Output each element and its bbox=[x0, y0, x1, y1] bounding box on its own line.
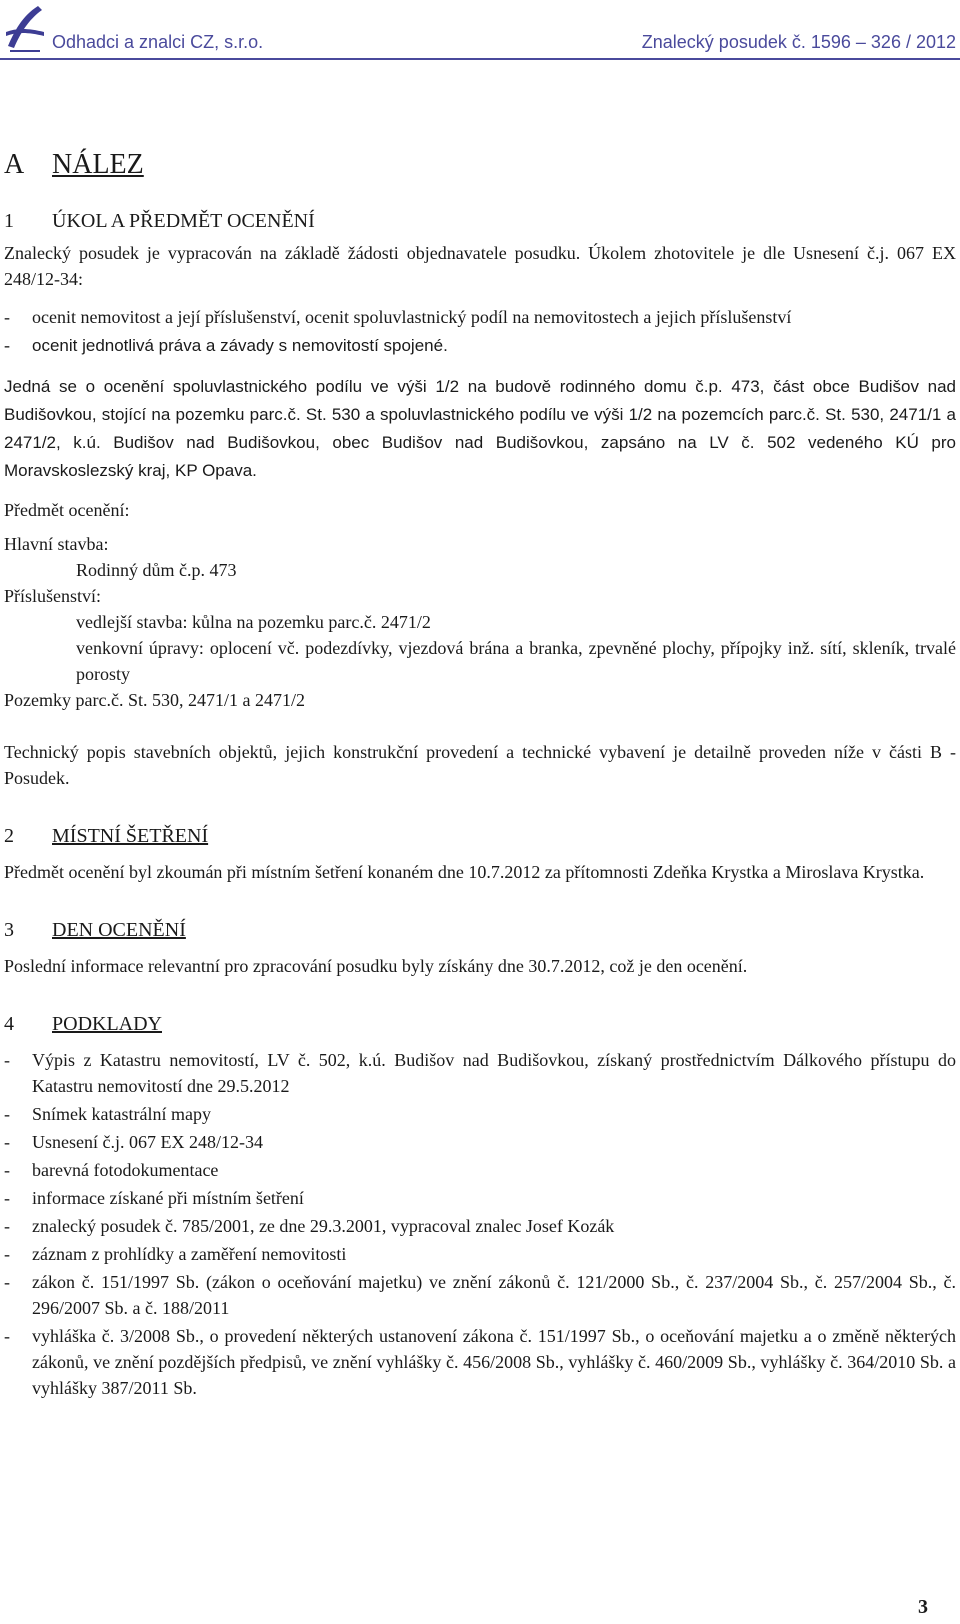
list-item: - informace získané při místním šetření bbox=[4, 1185, 956, 1211]
section-3-text: Poslední informace relevantní pro zpracování posudku byly získány dne 30.7.2012, což je den ocenění. bbox=[4, 956, 748, 976]
section-1-intro: Znalecký posudek je vypracován na základě žádosti objednavatele posudku. Úkolem zhotovitele je dle Usnesení č.j. 067 EX 248/12-34: bbox=[4, 243, 956, 289]
page-number: 3 bbox=[918, 1596, 928, 1618]
section-number: 4 bbox=[4, 1013, 14, 1035]
list-dash: - bbox=[4, 1272, 10, 1292]
accessory-item: vedlejší stavba: kůlna na pozemku parc.č. 2471/2 bbox=[76, 612, 431, 632]
list-item: - barevná fotodokumentace bbox=[4, 1157, 956, 1183]
main-building: Rodinný dům č.p. 473 bbox=[76, 560, 237, 580]
section-2-text: Předmět ocenění byl zkoumán při místním šetření konaném dne 10.7.2012 za přítomnosti Zdeňka Krystka a Miroslava Krystka. bbox=[4, 862, 925, 882]
task-list bbox=[4, 304, 956, 359]
list-dash: - bbox=[4, 1132, 10, 1152]
technical-note: Technický popis stavebních objektů, jejich konstrukční provedení a technické vybavení je detailně proveden níže v části B - Posudek. bbox=[4, 742, 956, 788]
list-item: - Usnesení č.j. 067 EX 248/12-34 bbox=[4, 1129, 956, 1155]
company-name: Odhadci a znalci CZ, s.r.o. bbox=[52, 32, 264, 52]
list-item: - Výpis z Katastru nemovitostí, LV č. 502, k.ú. Budišov nad Budišovkou, získaný prostřednictvím Dálkového přístupu do Katastru nemovitostí dne 29.5.2012 bbox=[4, 1047, 956, 1099]
list-dash: - bbox=[4, 1326, 10, 1346]
accessory-item: venkovní úpravy: oplocení vč. podezdívky, vjezdová brána a branka, zpevněné plochy, přípojky inž. sítí, skleník, trvalé porosty bbox=[76, 638, 956, 684]
header-divider bbox=[0, 58, 960, 60]
list-item: - znalecký posudek č. 785/2001, ze dne 29.3.2001, vypracoval znalec Josef Kozák bbox=[4, 1213, 956, 1239]
list-item: - záznam z prohlídky a zaměření nemovitosti bbox=[4, 1241, 956, 1267]
page-header bbox=[0, 0, 960, 60]
part-letter: A bbox=[4, 149, 25, 180]
section-title: DEN OCENĚNÍ bbox=[52, 919, 186, 941]
document-content bbox=[4, 140, 956, 1403]
list-dash: - bbox=[4, 307, 10, 327]
list-dash: - bbox=[4, 1160, 10, 1180]
report-number: Znalecký posudek č. 1596 – 326 / 2012 bbox=[641, 32, 956, 52]
part-heading bbox=[4, 140, 956, 190]
subject-label: Předmět ocenění: bbox=[4, 500, 130, 520]
list-dash: - bbox=[4, 335, 10, 355]
section-title: PODKLADY bbox=[52, 1013, 162, 1035]
list-dash: - bbox=[4, 1216, 10, 1236]
list-dash: - bbox=[4, 1188, 10, 1208]
sources-list bbox=[4, 1047, 956, 1401]
company-logo-icon bbox=[4, 2, 46, 52]
part-title: NÁLEZ bbox=[52, 149, 144, 180]
list-item: - ocenit nemovitost a její příslušenství, ocenit spoluvlastnický podíl na nemovitostech a jejich příslušenství bbox=[4, 304, 956, 330]
section-number: 3 bbox=[4, 919, 14, 941]
list-item: - ocenit jednotlivá práva a závady s nemovitostí spojené. bbox=[4, 332, 956, 359]
list-item: - vyhláška č. 3/2008 Sb., o provedení některých ustanovení zákona č. 151/1997 Sb., o oceňování majetku a o změně některých zákonů, ve znění pozdějších předpisů, ve znění vyhlášky č. 456/2008 Sb., vyhlášky č. 460/2009 Sb., vyhlášky č. 364/2010 Sb. a vyhlášky 387/2011 Sb. bbox=[4, 1323, 956, 1401]
main-building-label: Hlavní stavba: bbox=[4, 534, 109, 554]
section-title: ÚKOL A PŘEDMĚT OCENĚNÍ bbox=[52, 210, 315, 232]
list-dash: - bbox=[4, 1050, 10, 1070]
section-title: MÍSTNÍ ŠETŘENÍ bbox=[52, 825, 209, 847]
section-1-heading bbox=[4, 202, 956, 240]
section-number: 1 bbox=[4, 210, 14, 232]
list-dash: - bbox=[4, 1104, 10, 1124]
section-4-heading bbox=[4, 1005, 956, 1043]
list-item: - Snímek katastrální mapy bbox=[4, 1101, 956, 1127]
land-parcels: Pozemky parc.č. St. 530, 2471/1 a 2471/2 bbox=[4, 690, 305, 710]
list-item: - zákon č. 151/1997 Sb. (zákon o oceňování majetku) ve znění zákonů č. 121/2000 Sb., č. 237/2004 Sb., č. 257/2004 Sb., č. 296/2007 Sb. a č. 188/2011 bbox=[4, 1269, 956, 1321]
section-2-heading bbox=[4, 817, 956, 855]
list-dash: - bbox=[4, 1244, 10, 1264]
section-number: 2 bbox=[4, 825, 14, 847]
section-1-description: Jedná se o ocenění spoluvlastnického podílu ve výši 1/2 na budově rodinného domu č.p. 473, část obce Budišov nad Budišovkou, stojící na pozemku parc.č. St. 530 a spoluvlastnického podílu ve výši 1/2 na pozemcích parc.č. St. 530, 2471/1 a 2471/2, k.ú. Budišov nad Budišovkou, obec Budišov nad Budišovkou, zapsáno na LV č. 502 vedeného KÚ pro Moravskoslezský kraj, KP Opava. bbox=[4, 377, 956, 480]
section-3-heading bbox=[4, 911, 956, 949]
accessories-label: Příslušenství: bbox=[4, 586, 102, 606]
